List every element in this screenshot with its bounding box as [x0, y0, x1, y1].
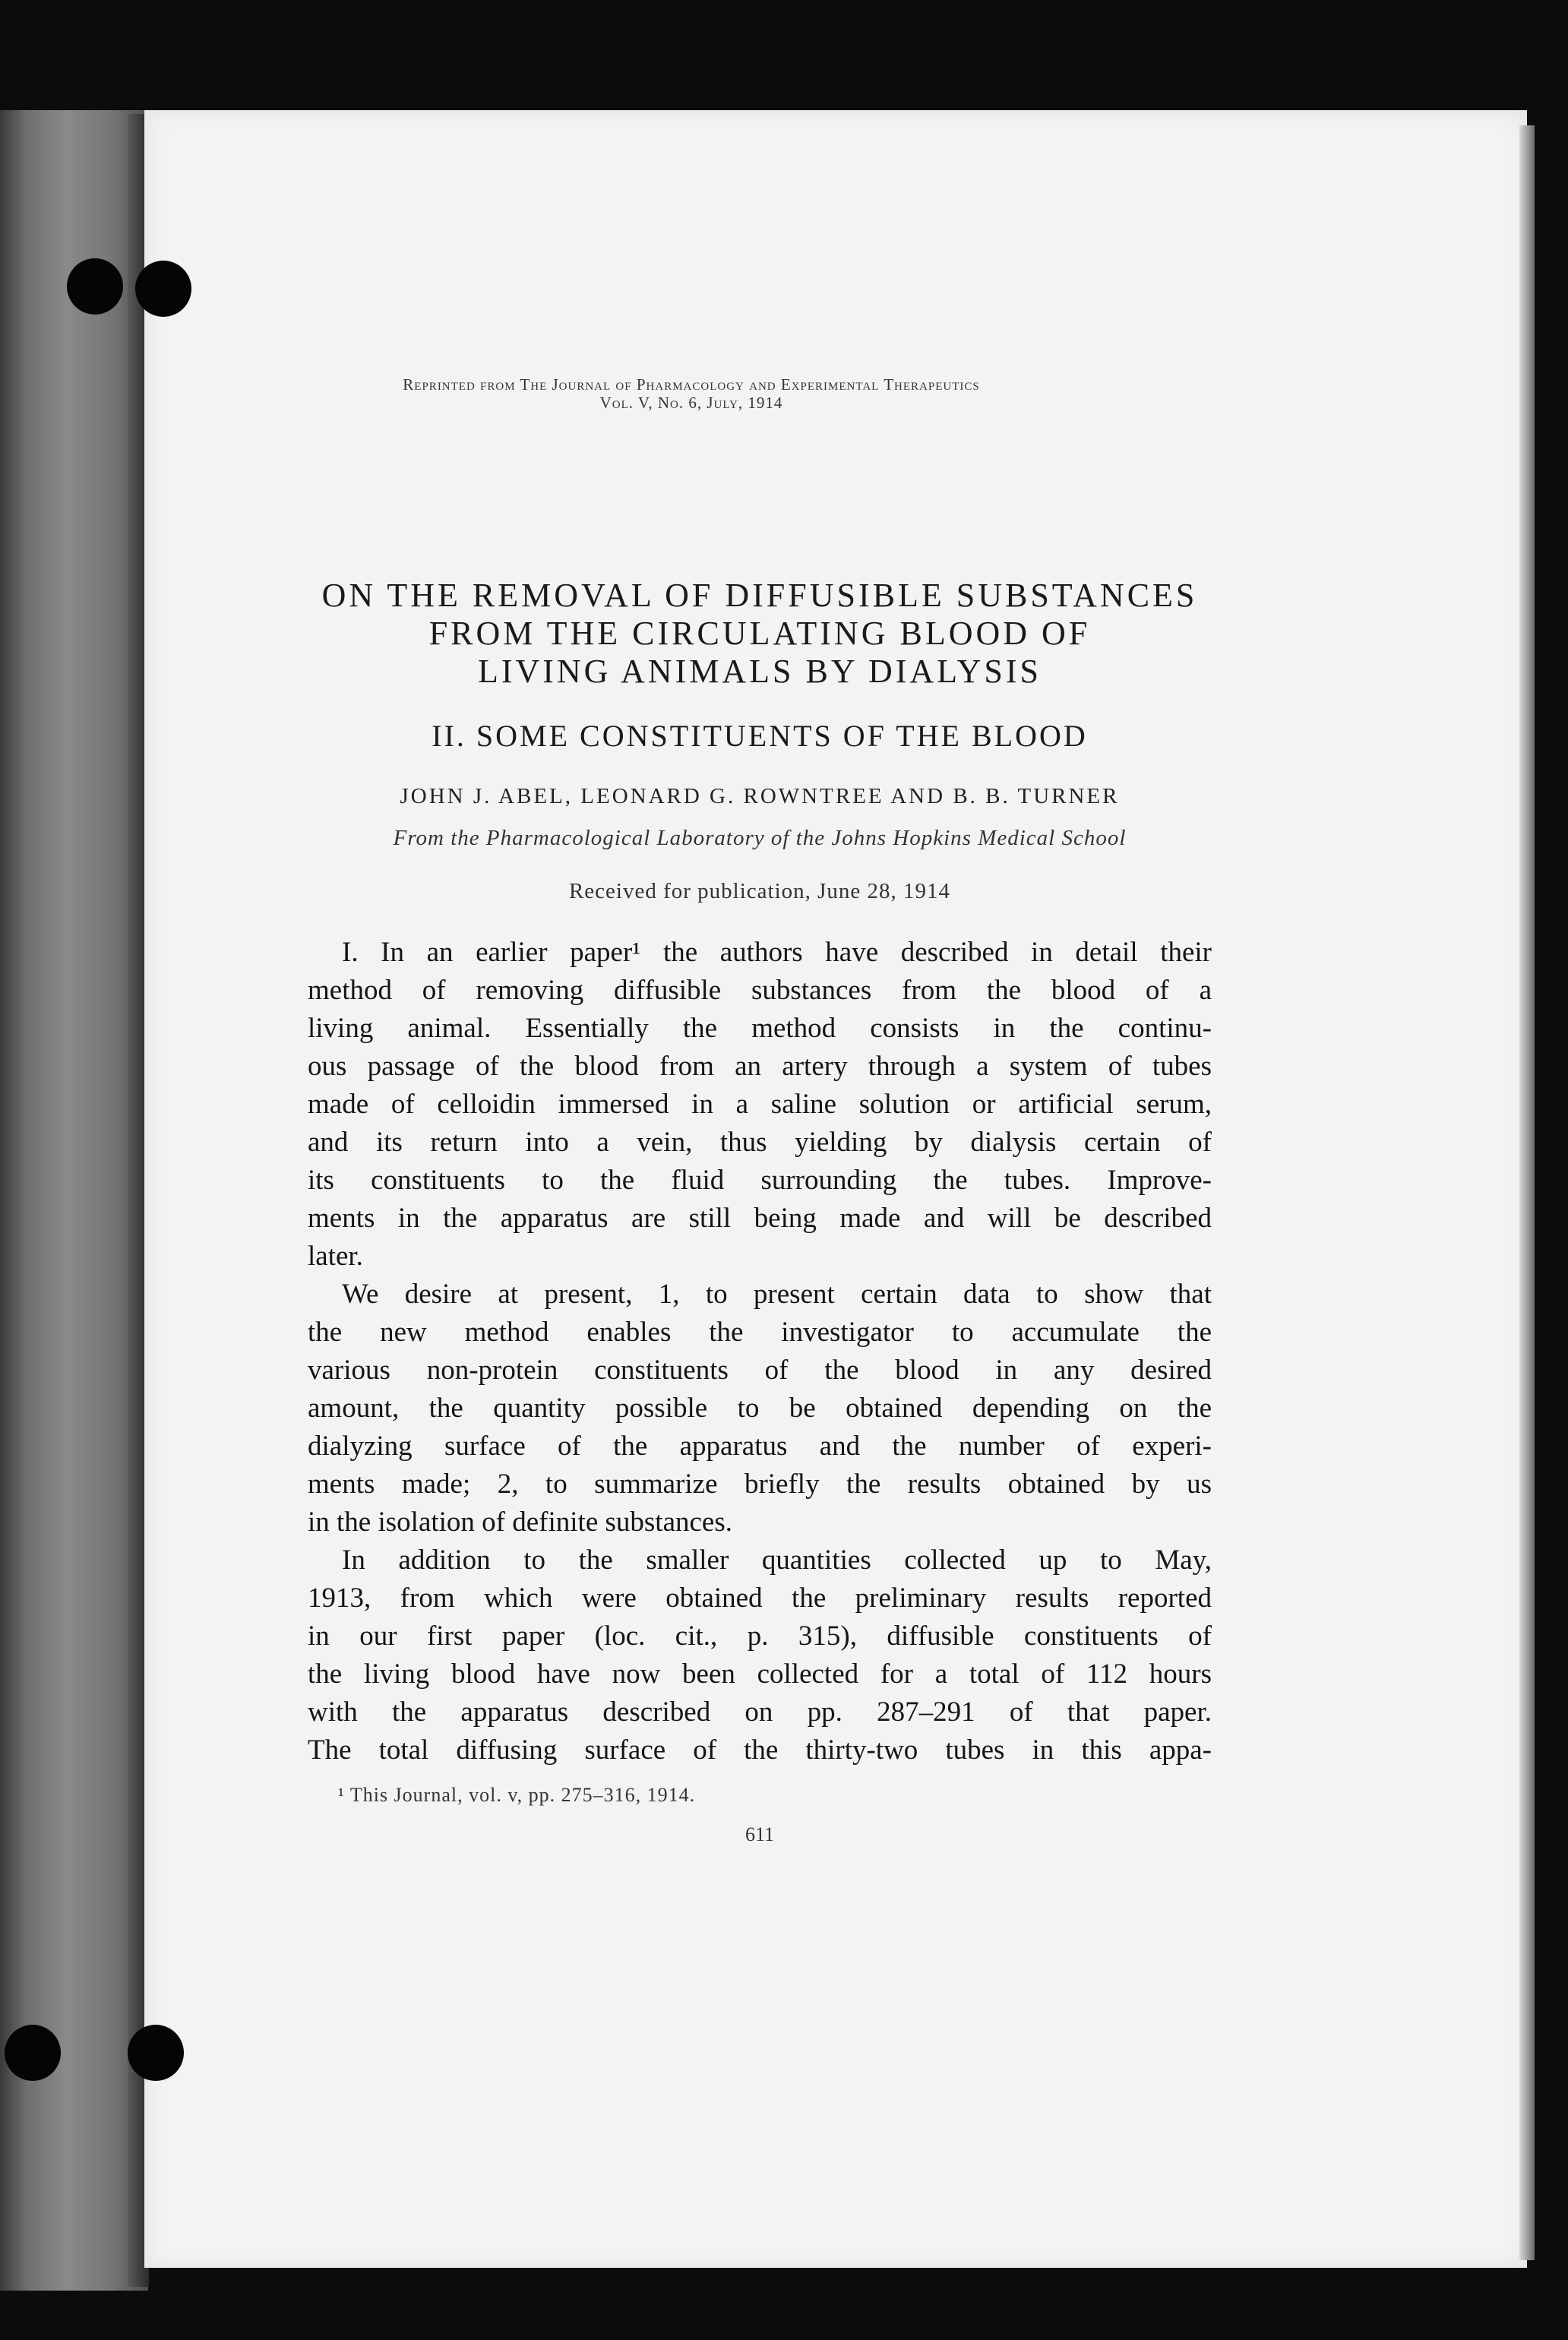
footnote: ¹ This Journal, vol. v, pp. 275–316, 1914. [338, 1784, 696, 1806]
body-line: the new method enables the investigator to accumulate the [308, 1317, 1212, 1348]
body-line: made of celloidin immersed in a saline solution or artificial serum, [308, 1089, 1212, 1120]
punch-hole [128, 2025, 184, 2081]
body-line: in our first paper (loc. cit., p. 315), diffusible constituents of [308, 1621, 1212, 1652]
authors: JOHN J. ABEL, LEONARD G. ROWNTREE AND B. B. TURNER [400, 784, 1120, 808]
page-edge [1519, 125, 1535, 2260]
article-subtitle: II. SOME CONSTITUENTS OF THE BLOOD [432, 719, 1088, 753]
page-number: 611 [744, 1823, 775, 1845]
affiliation: From the Pharmacological Laboratory of the Johns Hopkins Medical School [393, 826, 1127, 850]
punch-hole [135, 261, 191, 317]
punch-hole [67, 258, 123, 315]
reprint-volume: Vol. V, No. 6, July, 1914 [599, 394, 783, 412]
body-line: method of removing diffusible substances from the blood of a [308, 975, 1212, 1006]
body-line: its constituents to the fluid surrounding the tubes. Improve- [308, 1165, 1212, 1196]
body-line: and its return into a vein, thus yielding by dialysis certain of [308, 1127, 1212, 1158]
body-line: living animal. Essentially the method consists in the continu- [308, 1013, 1212, 1044]
body-line: ments made; 2, to summarize briefly the results obtained by us [308, 1469, 1212, 1500]
reprint-notice: Reprinted from The Journal of Pharmacology and Experimental Therapeutics [403, 375, 980, 394]
body-line: In addition to the smaller quantities collected up to May, [342, 1545, 1212, 1576]
body-line: amount, the quantity possible to be obtained depending on the [308, 1393, 1212, 1424]
body-line: The total diffusing surface of the thirty-two tubes in this appa- [308, 1734, 1212, 1766]
binding-strip [0, 110, 148, 2291]
body-line: I. In an earlier paper¹ the authors have described in detail their [342, 937, 1212, 968]
body-line: the living blood have now been collected for a total of 112 hours [308, 1659, 1212, 1690]
body-line: 1913, from which were obtained the preliminary results reported [308, 1583, 1212, 1614]
body-line: ments in the apparatus are still being made and will be described [308, 1203, 1212, 1234]
body-line: later. [308, 1241, 363, 1272]
article-title-line: FROM THE CIRCULATING BLOOD OF [428, 615, 1091, 652]
received-date: Received for publication, June 28, 1914 [568, 879, 951, 903]
body-line: dialyzing surface of the apparatus and the number of experi- [308, 1431, 1212, 1462]
body-line: with the apparatus described on pp. 287–291 of that paper. [308, 1696, 1212, 1728]
article-title-line: ON THE REMOVAL OF DIFFUSIBLE SUBSTANCES [321, 577, 1198, 614]
body-line: We desire at present, 1, to present certain data to show that [342, 1279, 1212, 1310]
body-line: in the isolation of definite substances. [308, 1507, 732, 1538]
punch-hole [5, 2025, 61, 2081]
body-line: ous passage of the blood from an artery through a system of tubes [308, 1051, 1212, 1082]
article-title-line: LIVING ANIMALS BY DIALYSIS [477, 653, 1042, 690]
body-line: various non-protein constituents of the blood in any desired [308, 1355, 1212, 1386]
